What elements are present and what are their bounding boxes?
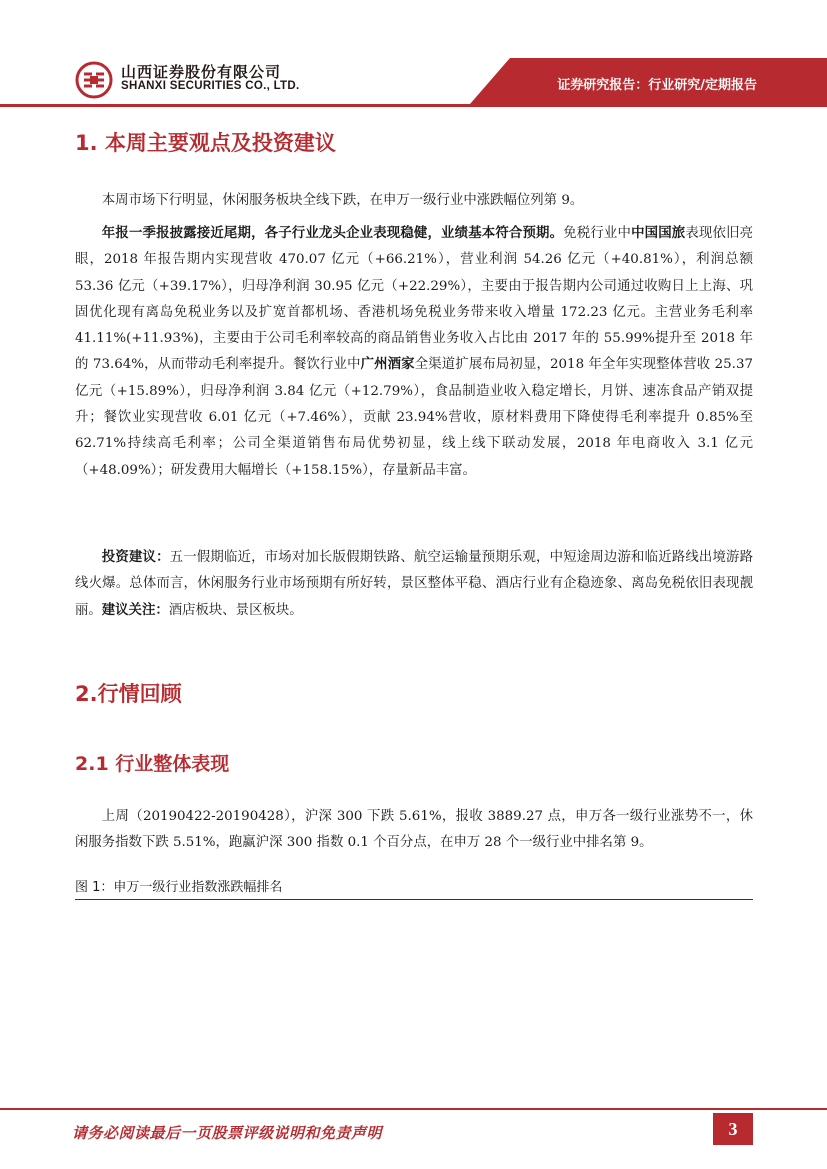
recommend-label: 建议关注：	[101, 602, 169, 618]
page-number: 3	[713, 1113, 753, 1145]
figure-1-caption: 图 1：申万一级行业指数涨跌幅排名	[75, 880, 283, 895]
company-name-guangzhou-restaurant: 广州酒家	[360, 357, 415, 373]
section-1-paragraph-2: 年报一季报披露接近尾期，各子行业龙头企业表现稳健，业绩基本符合预期。免税行业中中国国旅表现依旧亮眼，2018 年报告期内实现营收 470.07 亿元（+66.21%），营业利润 54.26 亿元（+40.81%），利润总额 53.36 亿元（+39.17%），归母净利润 30.95 亿元（+22.29%），主要由于报告期内公司通过收购日上上海、巩固优化现有离岛免税业务以及扩宽首都机场、香港机场免税业务带来收入增量 172.23 亿元。主营业务毛利率 41.11%(+11.93%)，主要由于公司毛利率较高的商品销售业务收入占比由 2017 年的 55.99%提升至 2018 年的 73.64%，从而带动毛利率提升。餐饮行业中广州酒家全渠道扩展布局初显，2018 年全年实现整体营收 25.37 亿元（+15.89%），归母净利润 3.84 亿元（+12.79%），食品制造业收入稳定增长，月饼、速冻食品产销双提升；餐饮业实现营收 6.01 亿元（+7.46%），贡献 23.94%营收，原材料费用下降使得毛利率提升 0.85%至 62.71%持续高毛利率；公司全渠道销售布局优势初显，线上线下联动发展，2018 年电商收入 3.1 亿元（+48.09%）；研发费用大幅增长（+158.15%），存量新品丰富。	[75, 226, 754, 478]
header-divider	[0, 104, 827, 107]
company-name-en: SHANXI SECURITIES CO., LTD.	[121, 80, 300, 92]
company-name-cits: 中国国旅	[631, 226, 686, 241]
company-name-cn: 山西证券股份有限公司	[121, 63, 282, 81]
footer-divider	[0, 1108, 827, 1110]
section-1-paragraph-1: 本周市场下行明显，休闲服务板块全线下跌，在申万一级行业中涨跌幅位列第 9。	[101, 193, 584, 208]
section-2-1-heading: 2.1 行业整体表现	[75, 753, 230, 775]
figure-divider	[75, 899, 753, 900]
section-1-paragraph-3: 投资建议：五一假期临近，市场对加长版假期铁路、航空运输量预期乐观，中短途周边游和临近路线出境游路线火爆。总体而言，休闲服务行业市场预期有所好转，景区整体平稳、酒店行业有企稳迹象、离岛免税依旧表现靓丽。建议关注：酒店板块、景区板块。	[75, 550, 754, 618]
report-type-label: 证券研究报告：行业研究/定期报告	[557, 78, 757, 93]
section-2-heading: 2.行情回顾	[75, 682, 182, 706]
disclaimer-text: 请务必阅读最后一页股票评级说明和免责声明	[72, 1124, 383, 1142]
page-header	[0, 0, 827, 110]
section-1-heading: 1. 本周主要观点及投资建议	[75, 131, 336, 155]
investment-advice-label: 投资建议：	[101, 550, 170, 565]
section-2-paragraph-1: 上周（20190422-20190428），沪深 300 下跌 5.61%，报收 3889.27 点，申万各一级行业涨势不一，休闲服务指数下跌 5.51%，跑赢沪深 300 指数 0.1 个百分点，在申万 28 个一级行业中排名第 9。	[75, 809, 753, 851]
paragraph-2-lead: 年报一季报披露接近尾期，各子行业龙头企业表现稳健，业绩基本符合预期。	[101, 226, 564, 241]
shanxi-securities-logo-icon	[74, 60, 114, 100]
